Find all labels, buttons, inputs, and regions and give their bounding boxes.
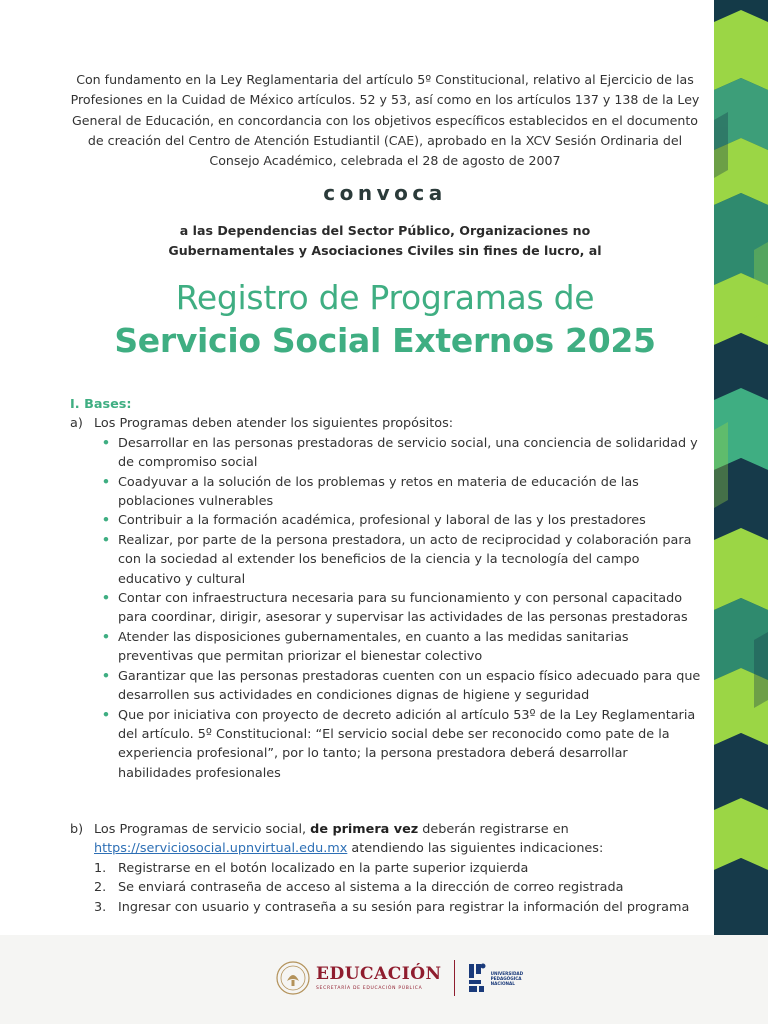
- item-b: [70, 820, 702, 859]
- steps-list: [94, 859, 702, 917]
- bullet-text: Garantizar que las personas prestadoras cuenten con un espacio físico adecuado para que desarrollen sus actividades en condiciones dignas de higiene y seguridad: [118, 668, 701, 704]
- upn-logo-icon: [467, 962, 487, 994]
- purposes-list: [94, 434, 702, 783]
- addressee-line-1: a las Dependencias del Sector Público, Organizaciones no: [179, 223, 591, 239]
- step-text: Se enviará contraseña de acceso al sistema a la dirección de correo registrada: [118, 880, 624, 896]
- list-item: [94, 859, 702, 878]
- item-b-text-post: deberán registrarse en: [422, 822, 569, 837]
- step-number: 2.: [94, 880, 107, 896]
- item-b-emphasis: de primera vez: [310, 822, 419, 837]
- addressee-text: [70, 221, 700, 260]
- bullet-icon: •: [101, 435, 111, 451]
- item-b-text-after: atendiendo las siguientes indicaciones:: [351, 841, 604, 857]
- bullet-text: Que por iniciativa con proyecto de decreto adición al artículo 53º de la Ley Reglamentaria del artículo. 5º Constitucional: “El servicio social debe ser reconocido como pate de la experiencia profesional”, por lo tanto; la persona prestadora deberá desarrollar habilidades profesionales: [118, 707, 696, 781]
- title-line-1: Registro de Programas de: [175, 278, 595, 318]
- bullet-icon: •: [101, 474, 111, 490]
- intro-paragraph: Con fundamento en la Ley Reglamentaria del artículo 5º Constitucional, relativo al Ejercicio de las Profesiones en la Cuidad de México artículos. 52 y 53, así como en los artículos 137 y 138 de la Ley General de Educación, en concordancia con los objetivos específicos establecidos en el documento de creación del Centro de Atención Estudiantil (CAE), aprobado en la XCV Sesión Ordinaria del Consejo Académico, celebrada el 28 de agosto de 2007: [70, 72, 700, 169]
- step-number: 1.: [94, 860, 107, 876]
- list-item: [94, 706, 702, 784]
- list-item: [94, 473, 702, 512]
- edu-wordmark: EDUCACIÓN: [316, 964, 442, 984]
- bullet-icon: •: [101, 707, 111, 723]
- item-a-text: Los Programas deben atender los siguientes propósitos:: [94, 416, 454, 432]
- item-b-label: b): [70, 822, 84, 837]
- bases-section: [70, 395, 702, 783]
- item-b-section: [70, 820, 702, 917]
- bullet-icon: •: [101, 668, 111, 684]
- bullet-text: Realizar, por parte de la persona prestadora, un acto de reciprocidad y colaboración para con la sociedad al extender los beneficios de la ciencia y la tecnología del campo educativo y cultural: [118, 532, 692, 587]
- title-line-2: Servicio Social Externos 2025: [114, 321, 656, 361]
- addressee-line-2: Gubernamentales y Asociaciones Civiles sin fines de lucro, al: [168, 242, 602, 258]
- item-b-text: [94, 820, 702, 859]
- bullet-icon: •: [101, 513, 111, 529]
- bases-heading: I. Bases:: [70, 397, 132, 412]
- registration-link[interactable]: https://serviciosocial.upnvirtual.edu.mx: [94, 841, 348, 857]
- step-number: 3.: [94, 899, 107, 915]
- list-item: [94, 667, 702, 706]
- list-item: [94, 878, 702, 897]
- list-item: [94, 898, 702, 917]
- item-b-text-pre: Los Programas de servicio social,: [94, 822, 307, 837]
- item-a-label: a): [70, 416, 83, 432]
- step-text: Registrarse en el botón localizado en la parte superior izquierda: [118, 860, 529, 876]
- list-item: [94, 511, 702, 530]
- logo-divider: [454, 960, 455, 996]
- edu-subtitle: SECRETARÍA DE EDUCACIÓN PÚBLICA: [316, 986, 423, 991]
- upn-line-2: PEDAGÓGICA: [490, 975, 522, 981]
- list-item: [94, 589, 702, 628]
- bullet-text: Contar con infraestructura necesaria para su funcionamiento y con personal capacitado para coordinar, dirigir, asesorar y supervisar las actividades de las personas prestadoras: [118, 591, 688, 626]
- list-item: [94, 531, 702, 589]
- upn-line-1: UNIVERSIDAD: [490, 970, 524, 976]
- bullet-icon: •: [101, 591, 111, 607]
- header-block: [70, 70, 700, 364]
- footer-logos: [276, 957, 523, 999]
- list-item: [94, 628, 702, 667]
- bullet-text: Desarrollar en las personas prestadoras de servicio social, una conciencia de solidaridad y de compromiso social: [118, 435, 698, 471]
- convoca-heading: convoca: [323, 181, 447, 206]
- list-item: [94, 434, 702, 473]
- side-hexagon-pattern: [714, 0, 768, 935]
- step-text: Ingresar con usuario y contraseña a su sesión para registrar la información del programa: [118, 899, 690, 915]
- bullet-text: Coadyuvar a la solución de los problemas y retos en materia de educación de las poblaciones vulnerables: [118, 474, 639, 510]
- bullet-text: Atender las disposiciones gubernamentales, en cuanto a las medidas sanitarias preventivas que permitan priorizar el bienestar colectivo: [118, 629, 629, 665]
- upn-text: [491, 971, 524, 986]
- bullet-text: Contribuir a la formación académica, profesional y laboral de las y los prestadores: [118, 513, 646, 529]
- upn-logo: [467, 962, 524, 994]
- footer: [0, 935, 768, 1024]
- bullet-icon: •: [101, 629, 111, 645]
- item-a: [70, 414, 702, 433]
- bullet-icon: •: [101, 532, 111, 548]
- mexico-seal-icon: [276, 961, 310, 995]
- sep-logo: [316, 965, 442, 991]
- upn-line-3: NACIONAL: [490, 980, 515, 986]
